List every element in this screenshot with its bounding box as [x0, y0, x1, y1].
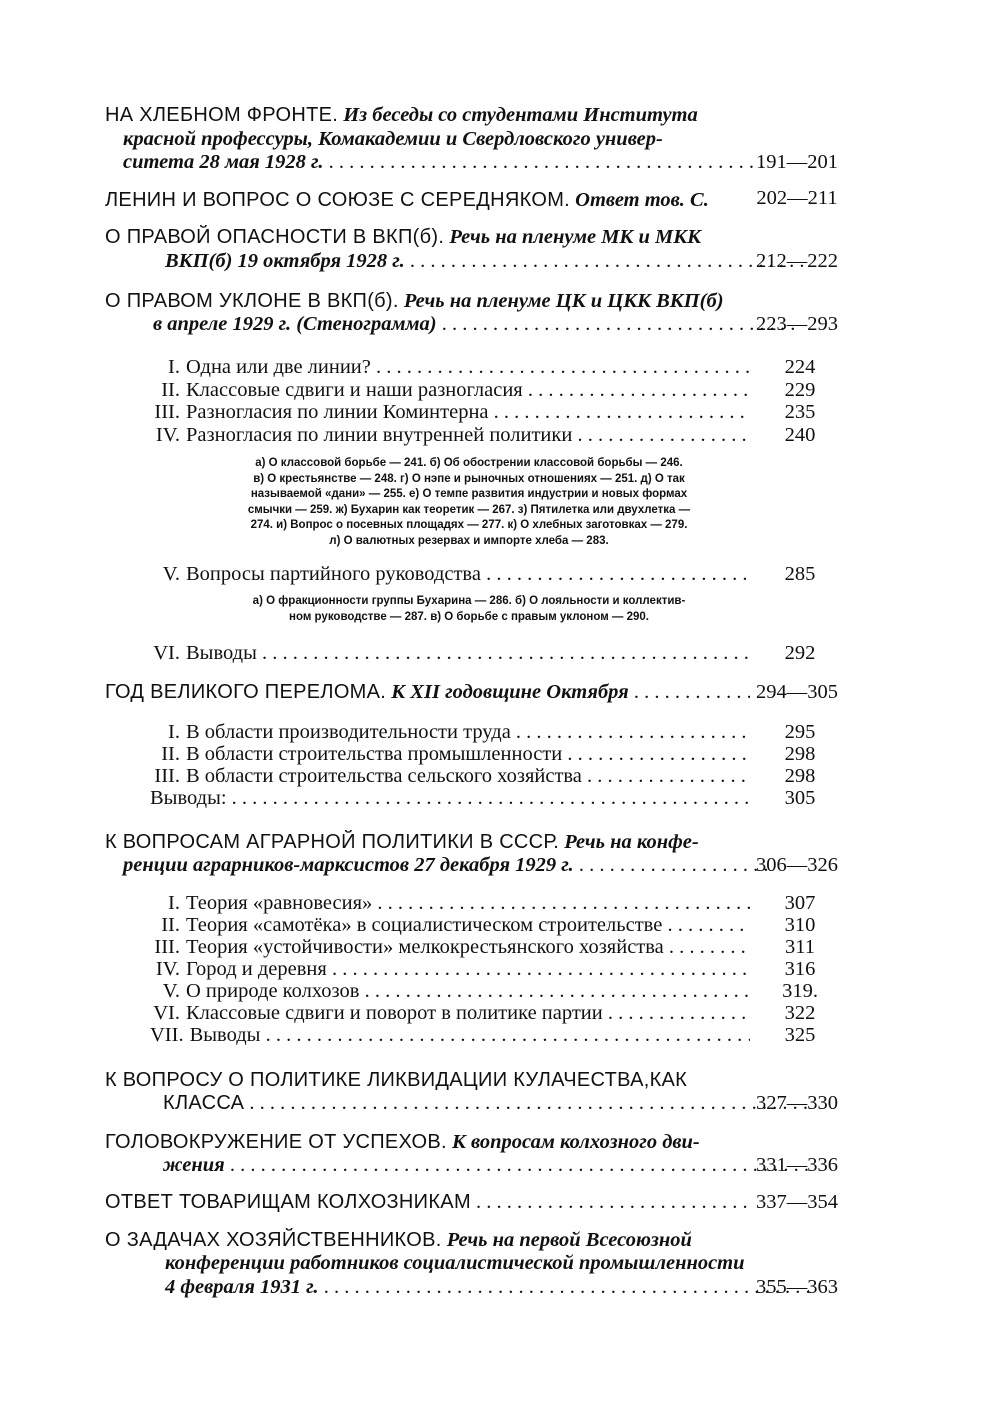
page-range: 223—293	[756, 313, 838, 335]
toc-section: VI. Выводы . . .	[150, 641, 750, 665]
section-page: 224	[784, 356, 816, 378]
toc-entry-title-line: К ВОПРОСАМ АГРАРНОЙ ПОЛИТИКИ В СССР. Речь на конфе-	[105, 831, 699, 853]
toc-section: I. В области производительности труда . . .	[150, 720, 750, 744]
toc-section: III. В области строительства сельского хозяйства . . .	[150, 764, 750, 788]
toc-entry-line: ВКП(б) 19 октября 1928 г. . . .	[105, 249, 810, 273]
toc-entry-title-line: ЛЕНИН И ВОПРОС О СОЮЗЕ С СЕРЕДНЯКОМ. Ответ тов. С.	[105, 189, 709, 211]
toc-entry-title-line: ГОЛОВОКРУЖЕНИЕ ОТ УСПЕХОВ. К вопросам колхозного дви-	[105, 1131, 700, 1153]
section-page: 235	[784, 401, 816, 423]
toc-section: VII. Выводы . . .	[150, 1023, 750, 1047]
toc-entry-line: ренции аграрников-марксистов 27 декабря 1929 г. . . .	[105, 853, 768, 877]
section-page: 295	[784, 721, 816, 743]
toc-section: II. Классовые сдвиги и наши разногласия . . .	[150, 378, 750, 402]
page-range: 191—201	[756, 151, 838, 173]
page-range: 202—211	[756, 187, 838, 209]
toc-entry-title-line: К ВОПРОСУ О ПОЛИТИКЕ ЛИКВИДАЦИИ КУЛАЧЕСТВА,КАК	[105, 1069, 688, 1091]
toc-entry-title-line: НА ХЛЕБНОМ ФРОНТЕ. Из беседы со студентами Института	[105, 104, 698, 126]
toc-entry-title-line: О ЗАДАЧАХ ХОЗЯЙСТВЕННИКОВ. Речь на первой Всесоюзной	[105, 1229, 692, 1251]
toc-entry-title-line: ОТВЕТ ТОВАРИЩАМ КОЛХОЗНИКАМ . . .	[105, 1190, 750, 1214]
toc-section: V. Вопросы партийного руководства . . .	[150, 562, 750, 586]
section-page: 319.	[782, 980, 818, 1002]
page-range: 337—354	[756, 1191, 838, 1213]
page-range: 331—336	[756, 1154, 838, 1176]
toc-entry-title-line: О ПРАВОМ УКЛОНЕ В ВКП(б). Речь на пленуме ЦК и ЦКК ВКП(б)	[105, 290, 724, 312]
toc-entry-line: жения . . .	[105, 1153, 808, 1177]
toc-entry-title-line: О ПРАВОЙ ОПАСНОСТИ В ВКП(б). Речь на пленуме МК и МКК	[105, 226, 702, 248]
section-page: 307	[784, 892, 816, 914]
page-range: 306—326	[756, 854, 838, 876]
section-page: 298	[784, 765, 816, 787]
section-page: 240	[784, 424, 816, 446]
toc-section: I. Теория «равновесия» . . .	[150, 891, 750, 915]
toc-entry-line: в апреле 1929 г. (Стенограмма) . . .	[105, 312, 798, 336]
toc-entry-line: КЛАССА . . .	[105, 1091, 808, 1115]
section-page: 316	[784, 958, 816, 980]
toc-entry-line: 4 февраля 1931 г. . . .	[105, 1275, 810, 1299]
toc-section: II. Теория «самотёка» в социалистическом строительстве . . .	[150, 913, 750, 937]
toc-section: III. Теория «устойчивости» мелкокрестьянского хозяйства . . .	[150, 935, 750, 959]
toc-entry-title-line: ГОД ВЕЛИКОГО ПЕРЕЛОМА. К XII годовщине Октября . . .	[105, 680, 750, 704]
toc-section: I. Одна или две линии? . . .	[150, 355, 750, 379]
page-range: 294—305	[756, 681, 838, 703]
toc-section: Выводы: . . .	[150, 786, 750, 810]
toc-section: IV. Разногласия по линии внутренней политики . . .	[150, 423, 750, 447]
toc-section: III. Разногласия по линии Коминтерна . . .	[150, 400, 750, 424]
toc-section: IV. Город и деревня . . .	[150, 957, 750, 981]
section-page: 325	[784, 1024, 816, 1046]
toc-entry-line: ситета 28 мая 1928 г. . . .	[105, 150, 768, 174]
subsection-note: а) О фракционности группы Бухарина — 286. б) О лояльности и коллектив- ном руководстве — 287. в) О борьбе с правым уклоном — 290.	[252, 595, 686, 623]
page-range: 355—363	[756, 1276, 838, 1298]
section-page: 322	[784, 1002, 816, 1024]
section-page: 310	[784, 914, 816, 936]
toc-section: VI. Классовые сдвиги и поворот в политике партии . . .	[150, 1001, 750, 1025]
toc-entry-line: конференции работников социалистической промышленности	[165, 1252, 745, 1274]
section-page: 229	[784, 379, 816, 401]
subsection-note: а) О классовой борьбе — 241. б) Об обострении классовой борьбы — 246. в) О крестьянстве — 248. г) О нэпе и рыночных отношениях — 251. д) О так называемой «дани» — 255. е) О темпе развития индустрии и новых формах смычки — 259. ж) Бухарин как теоретик — 267. з) Пятилетка или двухлетка — 274. и) Вопрос о посевных площадях — 277. к) О хлебных заготовках — 279. л) О валютных резервах и импорте хлеба — 283.	[247, 457, 691, 547]
toc-section: V. О природе колхозов . . .	[150, 979, 750, 1003]
page-range: 327—330	[756, 1092, 838, 1114]
section-page: 292	[784, 642, 816, 664]
toc-section: II. В области строительства промышленности . . .	[150, 742, 750, 766]
section-page: 305	[784, 787, 816, 809]
section-page: 298	[784, 743, 816, 765]
section-page: 285	[784, 563, 816, 585]
section-page: 311	[785, 936, 815, 958]
toc-entry-line: красной профессуры, Комакадемии и Свердловского универ-	[123, 128, 663, 150]
page-range: 212—222	[756, 250, 838, 272]
